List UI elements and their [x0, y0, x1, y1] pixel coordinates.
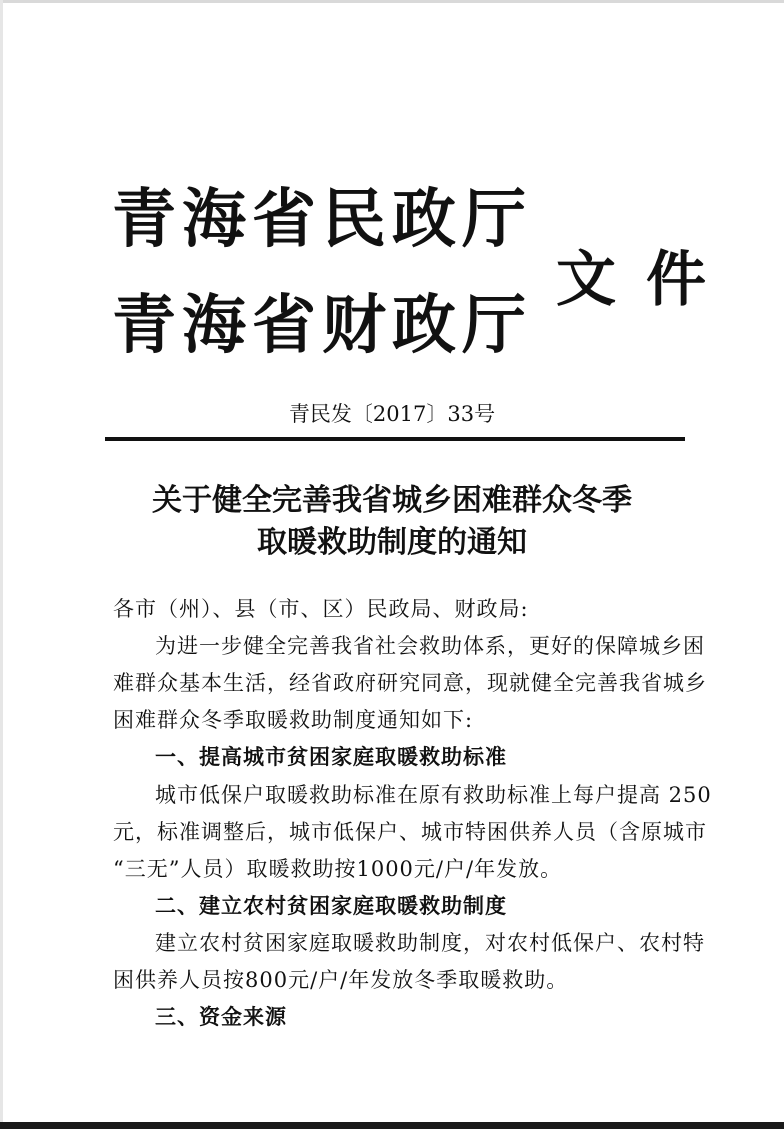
issuer-name-civil-affairs: 青海省民政厅: [112, 182, 532, 257]
addressee-line: 各市（州）、县（市、区）民政局、财政局:: [113, 597, 529, 621]
section-1-paragraph-line-3: “三无”人员）取暖救助按1000元/户/年发放。: [113, 857, 563, 881]
page-edge-left: [0, 0, 3, 1129]
intro-paragraph-line-3: 困难群众冬季取暖救助制度通知如下:: [113, 708, 474, 732]
document-title-line-1: 关于健全完善我省城乡困难群众冬季: [152, 483, 632, 518]
issuer-name-finance: 青海省财政厅: [112, 288, 532, 363]
page-edge-top: [0, 0, 784, 3]
section-1-paragraph-line-2: 元，标准调整后，城市低保户、城市特困供养人员（含原城市: [113, 820, 707, 844]
section-2-paragraph-line-2: 困供养人员按800元/户/年发放冬季取暖救助。: [113, 968, 569, 992]
document-number: 青民发〔2017〕33号: [288, 402, 496, 426]
section-2-heading: 二、建立农村贫困家庭取暖救助制度: [155, 894, 507, 918]
intro-paragraph-line-2: 难群众基本生活，经省政府研究同意，现就健全完善我省城乡: [113, 671, 707, 695]
section-1-paragraph-line-1: 城市低保户取暖救助标准在原有救助标准上每户提高 250: [155, 783, 712, 807]
section-3-heading: 三、资金来源: [155, 1005, 287, 1029]
page-edge-bottom: [0, 1122, 784, 1129]
intro-paragraph-line-1: 为进一步健全完善我省社会救助体系，更好的保障城乡困: [155, 634, 705, 658]
document-type-label: 文件: [556, 245, 736, 315]
header-divider-line: [105, 437, 685, 441]
section-2-paragraph-line-1: 建立农村贫困家庭取暖救助制度，对农村低保户、农村特: [155, 931, 705, 955]
document-title-line-2: 取暖救助制度的通知: [257, 525, 527, 560]
section-1-heading: 一、提高城市贫困家庭取暖救助标准: [155, 745, 507, 769]
